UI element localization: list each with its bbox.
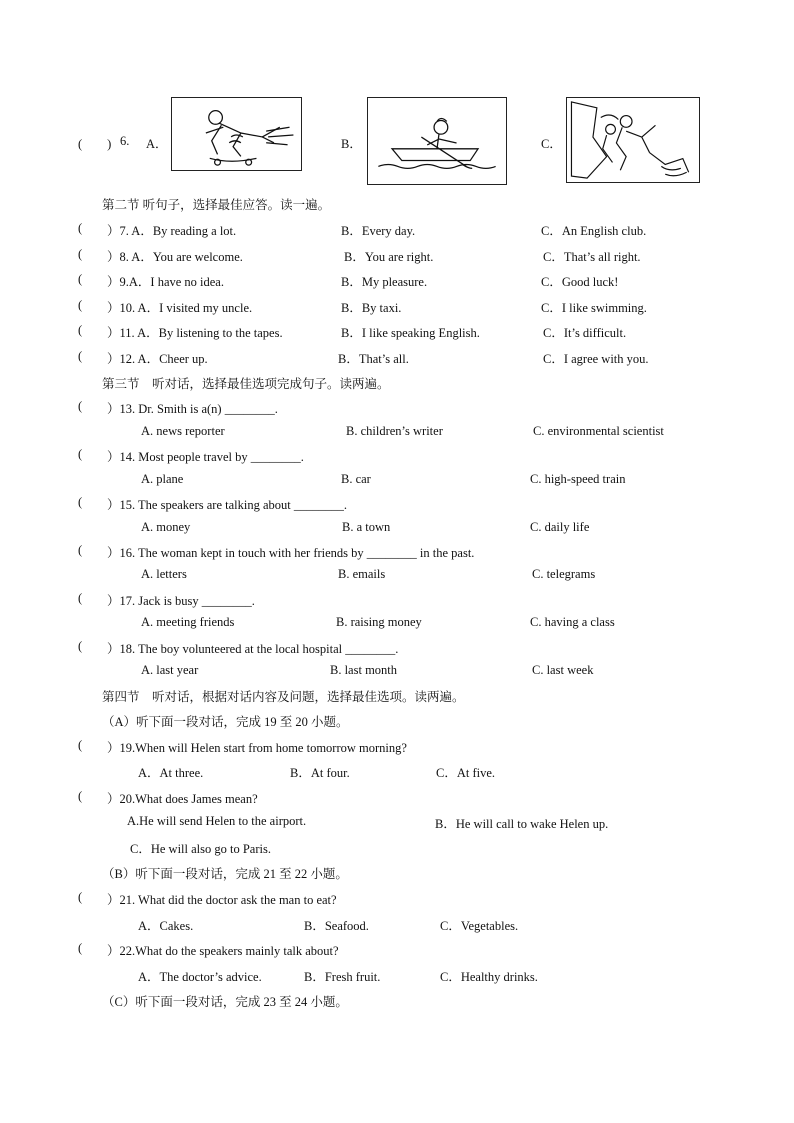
q6-option-a-label: A． [146,137,168,151]
q13-option-a: A. news reporter [141,424,225,438]
q16-paren: ( [78,543,83,557]
q19-option-b: B．At four. [290,766,350,780]
section3-header: 第三节 听对话，选择最佳选项完成句子。读两遍。 [102,377,390,391]
q12-option-c: C．I agree with you. [543,352,649,366]
q17-option-a: A. meeting friends [141,615,235,629]
q20-paren: ( [78,789,83,803]
q17-stem: ）17. Jack is busy ________. [107,594,255,608]
skateboard-image[interactable] [171,97,302,171]
q12-paren: ( [78,349,83,363]
q9-paren: ( [78,272,83,286]
q16-stem: ）16. The woman kept in touch with her friends by ________ in the past. [107,546,475,560]
q22-option-b: B．Fresh fruit. [304,970,381,984]
q14-option-c: C. high-speed train [530,472,626,486]
rock-climbers-illustration [567,98,699,182]
climbing-image[interactable] [566,97,700,183]
section4-header: 第四节 听对话，根据对话内容及问题，选择最佳选项。读两遍。 [102,690,465,704]
q10-option-a: ）10. A．I visited my uncle. [107,301,253,315]
q21-stem: ）21. What did the doctor ask the man to eat? [107,893,337,907]
q11-option-c: C．It’s difficult. [543,326,627,340]
q17-paren: ( [78,591,83,605]
q11-option-a: ）11. A．By listening to the tapes. [107,326,283,340]
q14-paren: ( [78,447,83,461]
q21-paren: ( [78,890,83,904]
q20-option-c: C．He will also go to Paris. [130,842,271,856]
q13-stem: ）13. Dr. Smith is a(n) ________. [107,402,278,416]
q15-option-b: B. a town [342,520,391,534]
q20-option-a: A.He will send Helen to the airport. [127,814,307,828]
q10-option-c: C．I like swimming. [541,301,647,315]
q12-option-a: ）12. A．Cheer up. [107,352,208,366]
skateboarder-illustration [172,98,301,170]
q12-option-b: B．That’s all. [338,352,409,366]
q21-option-c: C．Vegetables. [440,919,519,933]
q16-option-a: A. letters [141,567,187,581]
q8-paren: ( [78,247,83,261]
q19-stem: ）19.When will Helen start from home tomorrow morning? [107,741,407,755]
section4-part-c-intro: （C）听下面一段对话，完成 23 至 24 小题。 [102,995,348,1009]
q20-stem: ）20.What does James mean? [107,792,258,806]
q16-option-c: C. telegrams [532,567,596,581]
q17-option-c: C. having a class [530,615,615,629]
q10-paren: ( [78,298,83,312]
q11-paren: ( [78,323,83,337]
q18-option-b: B. last month [330,663,398,677]
q14-stem: ）14. Most people travel by ________. [107,450,304,464]
q18-option-c: C. last week [532,663,594,677]
q22-paren: ( [78,941,83,955]
q19-option-a: A．At three. [138,766,204,780]
q19-paren: ( [78,738,83,752]
q9-option-a: ）9.A．I have no idea. [107,275,224,289]
q7-option-c: C．An English club. [541,224,647,238]
q8-option-a: ）8. A．You are welcome. [107,250,243,264]
q14-option-a: A. plane [141,472,184,486]
q6-paren: ( ) [78,137,112,151]
q14-option-b: B. car [341,472,371,486]
q6-number: 6. [120,134,130,148]
q22-option-c: C．Healthy drinks. [440,970,538,984]
q7-option-b: B．Every day. [341,224,416,238]
q6-option-b-label: B． [341,137,362,151]
q17-option-b: B. raising money [336,615,422,629]
q22-option-a: A．The doctor’s advice. [138,970,262,984]
q10-option-b: B．By taxi. [341,301,402,315]
q9-option-c: C．Good luck! [541,275,619,289]
rowing-image[interactable] [367,97,507,185]
q9-option-b: B．My pleasure. [341,275,428,289]
q18-stem: ）18. The boy volunteered at the local hospital ________. [107,642,399,656]
q11-option-b: B．I like speaking English. [341,326,480,340]
section4-part-b-intro: （B）听下面一段对话，完成 21 至 22 小题。 [102,867,348,881]
q13-option-b: B. children’s writer [346,424,443,438]
section4-part-a-intro: （A）听下面一段对话，完成 19 至 20 小题。 [102,715,349,729]
q8-option-c: C．That’s all right. [543,250,641,264]
section2-header: 第二节 听句子，选择最佳应答。读一遍。 [102,198,331,212]
q13-option-c: C. environmental scientist [533,424,664,438]
q18-option-a: A. last year [141,663,199,677]
q15-option-c: C. daily life [530,520,590,534]
rowing-boat-illustration [368,98,506,184]
q13-paren: ( [78,399,83,413]
q21-option-b: B．Seafood. [304,919,369,933]
q20-option-b: B．He will call to wake Helen up. [435,817,609,831]
q15-stem: ）15. The speakers are talking about ________. [107,498,347,512]
q18-paren: ( [78,639,83,653]
q21-option-a: A．Cakes. [138,919,194,933]
q8-option-b: B．You are right. [344,250,434,264]
q19-option-c: C．At five. [436,766,496,780]
q16-option-b: B. emails [338,567,386,581]
q6-option-c-label: C． [541,137,562,151]
q7-paren: ( [78,221,83,235]
q15-option-a: A. money [141,520,191,534]
q7-option-a: ）7. A．By reading a lot. [107,224,237,238]
q15-paren: ( [78,495,83,509]
q22-stem: ）22.What do the speakers mainly talk about? [107,944,339,958]
